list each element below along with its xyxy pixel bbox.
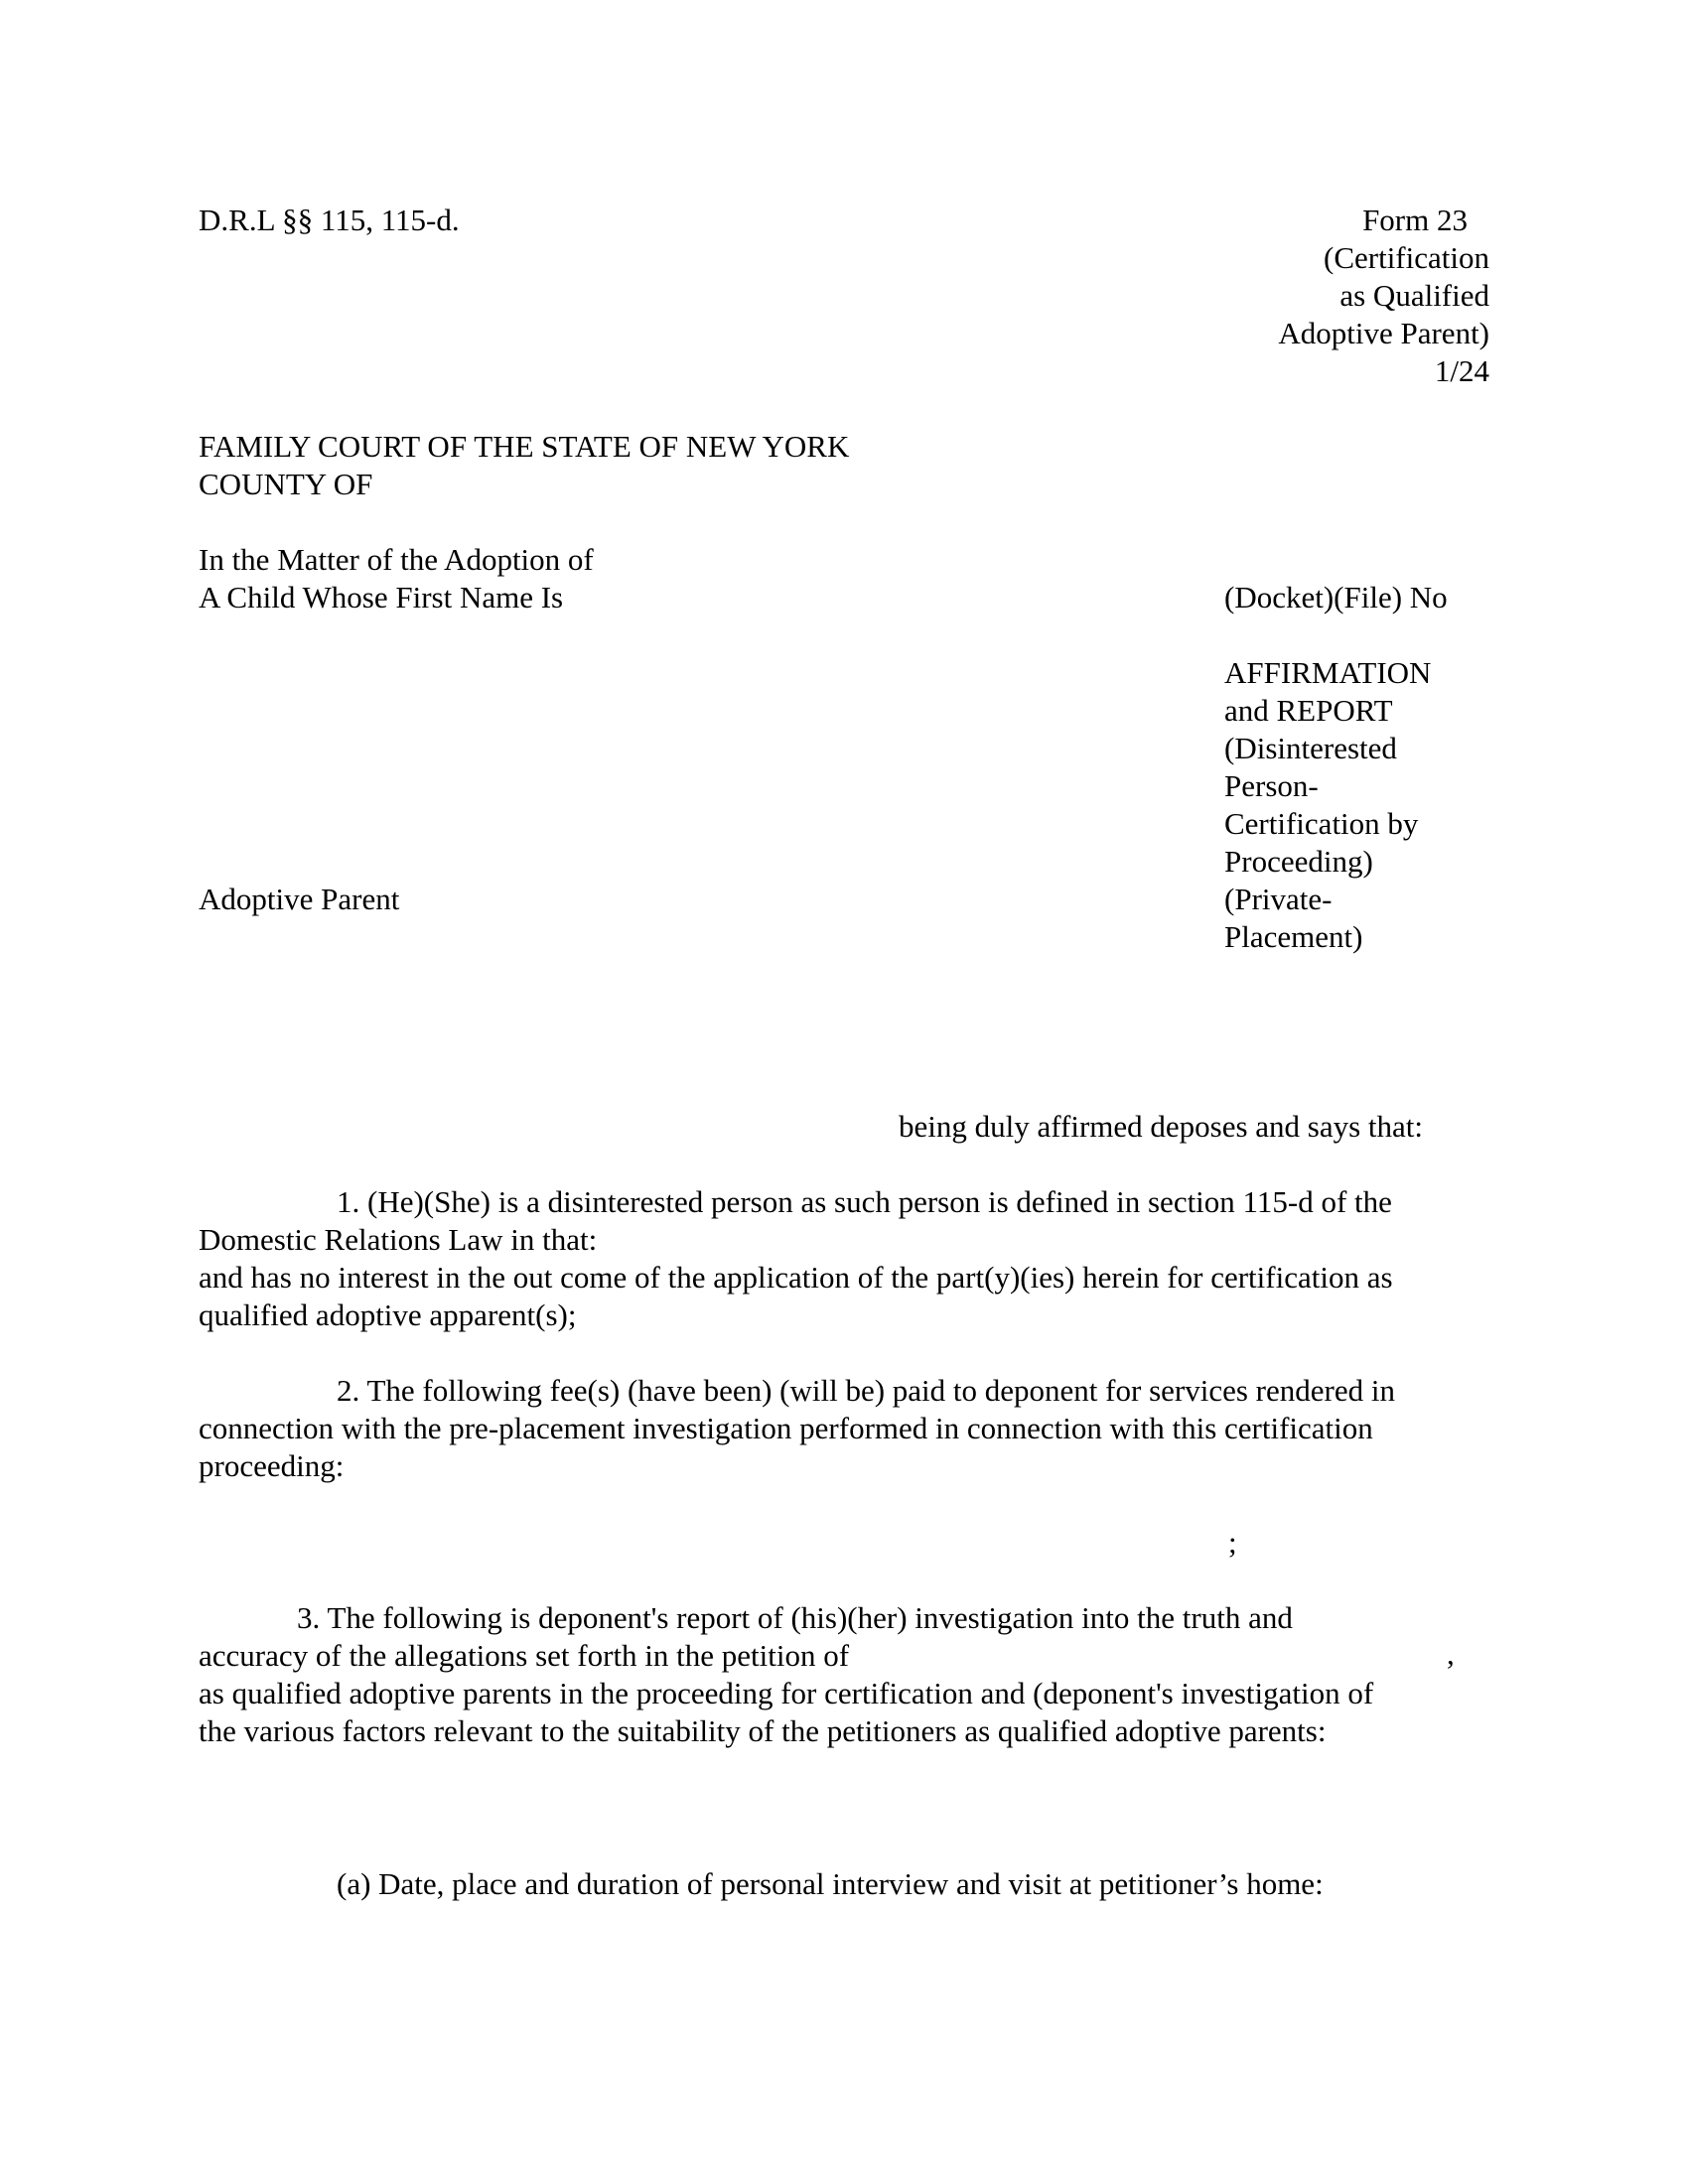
paragraph-2 xyxy=(199,1372,1489,1485)
court-name xyxy=(199,428,849,503)
paragraph-2-line-2: connection with the pre-placement investigation performed in connection with this certification xyxy=(199,1411,1373,1445)
document-title xyxy=(1224,654,1431,956)
matter-caption xyxy=(199,541,594,616)
matter-line-1: In the Matter of the Adoption of xyxy=(199,542,594,577)
doc-title-line-8: Placement) xyxy=(1224,919,1363,954)
paragraph-1-line-1: 1. (He)(She) is a disinterested person as such person is defined in section 115-d of the xyxy=(337,1184,1392,1219)
doc-title-line-1: AFFIRMATION xyxy=(1224,655,1432,690)
paragraph-1-line-3: and has no interest in the out come of the application of the part(y)(ies) herein for certification as xyxy=(199,1260,1393,1295)
doc-title-line-6: Proceeding) xyxy=(1224,844,1373,879)
doc-title-line-4: Person- xyxy=(1224,768,1319,803)
petitioner-blank-comma: , xyxy=(1447,1636,1455,1671)
paragraph-3-line-3: as qualified adoptive parents in the proceeding for certification and (deponent's investigation of xyxy=(199,1676,1374,1710)
form-number: Form 23 xyxy=(1362,203,1468,237)
item-a-home-visit: (a) Date, place and duration of personal interview and visit at petitioner’s home: xyxy=(337,1866,1324,1901)
county-line: COUNTY OF xyxy=(199,467,373,501)
form-line-2: (Certification xyxy=(1324,240,1489,275)
docket-number-label: (Docket)(File) No xyxy=(1224,580,1448,614)
matter-line-2: A Child Whose First Name Is xyxy=(199,580,564,614)
statute-reference: D.R.L §§ 115, 115-d. xyxy=(199,203,460,237)
paragraph-1-line-4: qualified adoptive apparent(s); xyxy=(199,1297,577,1332)
doc-title-line-7: (Private- xyxy=(1224,882,1333,916)
fee-line-terminator: ; xyxy=(1228,1525,1237,1560)
party-designation: Adoptive Parent xyxy=(199,882,400,916)
paragraph-3 xyxy=(199,1599,1489,1750)
affirmation-intro: being duly affirmed deposes and says that: xyxy=(899,1109,1424,1144)
doc-title-line-3: (Disinterested xyxy=(1224,731,1397,765)
paragraph-2-line-1: 2. The following fee(s) (have been) (will be) paid to deponent for services rendered in xyxy=(337,1373,1395,1408)
form-line-3: as Qualified xyxy=(1339,278,1489,313)
paragraph-1 xyxy=(199,1183,1489,1334)
form-date: 1/24 xyxy=(1434,353,1489,388)
form-identifier xyxy=(1278,202,1489,390)
paragraph-2-line-3: proceeding: xyxy=(199,1448,345,1483)
form-line-4: Adoptive Parent) xyxy=(1278,316,1489,350)
paragraph-3-line-2: accuracy of the allegations set forth in the petition of xyxy=(199,1638,850,1673)
doc-title-line-2: and REPORT xyxy=(1224,693,1393,728)
paragraph-3-line-4: the various factors relevant to the suitability of the petitioners as qualified adoptive parents: xyxy=(199,1713,1327,1748)
doc-title-line-5: Certification by xyxy=(1224,806,1419,841)
paragraph-1-line-2: Domestic Relations Law in that: xyxy=(199,1222,598,1257)
court-line-1: FAMILY COURT OF THE STATE OF NEW YORK xyxy=(199,429,850,464)
paragraph-3-line-1: 3. The following is deponent's report of (his)(her) investigation into the truth and xyxy=(297,1600,1293,1635)
